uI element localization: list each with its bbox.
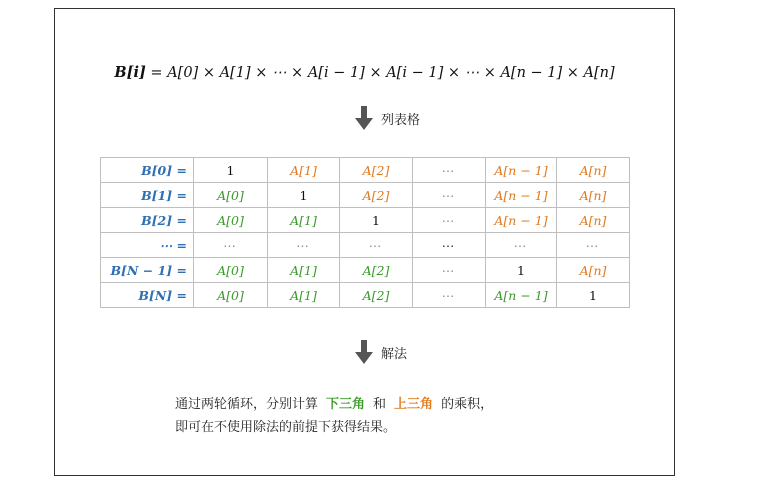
description-line-2: 即可在不使用除法的前提下获得结果。 [175, 420, 397, 435]
upper-triangle-label: 上三角 [394, 397, 434, 412]
row-label: ⋯ = [101, 233, 194, 258]
description-text: 和 [373, 397, 387, 412]
table-cell: ⋯ [557, 233, 630, 258]
description-text: 通过两轮循环，分别计算 [175, 397, 319, 412]
table-cell: 1 [557, 283, 630, 308]
table-cell: 1 [194, 158, 268, 183]
table-row [101, 258, 630, 283]
table-cell: A[n] [557, 208, 630, 233]
table-cell: A[0] [194, 258, 268, 283]
down-arrow-icon [355, 106, 373, 130]
formula [55, 64, 674, 81]
product-table [100, 157, 630, 308]
table-cell: ⋯ [268, 233, 340, 258]
table-cell: ⋯ [194, 233, 268, 258]
table-row [101, 183, 630, 208]
table-cell: A[2] [340, 158, 413, 183]
table-cell: A[0] [194, 283, 268, 308]
table-cell: A[0] [194, 183, 268, 208]
table-cell: A[n − 1] [486, 208, 557, 233]
table-cell: A[1] [268, 283, 340, 308]
table-cell: A[n] [557, 158, 630, 183]
step-list-table [355, 106, 420, 130]
row-label: B[1] = [101, 183, 194, 208]
table-cell: ⋯ [413, 158, 486, 183]
row-label: B[2] = [101, 208, 194, 233]
row-label: B[N] = [101, 283, 194, 308]
table-row [101, 208, 630, 233]
lower-triangle-label: 下三角 [326, 397, 366, 412]
down-arrow-icon [355, 340, 373, 364]
table-cell: A[n] [557, 258, 630, 283]
table-cell: A[n − 1] [486, 283, 557, 308]
table-cell: ⋯ [413, 283, 486, 308]
table-cell: A[1] [268, 158, 340, 183]
table-cell: ⋯ [413, 233, 486, 258]
table-cell: 1 [268, 183, 340, 208]
table-cell: A[1] [268, 258, 340, 283]
table-cell: ⋯ [413, 258, 486, 283]
table-cell: A[0] [194, 208, 268, 233]
table-row [101, 283, 630, 308]
table-cell: ⋯ [340, 233, 413, 258]
row-label: B[N − 1] = [101, 258, 194, 283]
table-cell: 1 [486, 258, 557, 283]
description-line-1 [175, 393, 493, 416]
row-label: B[0] = [101, 158, 194, 183]
table-cell: A[n − 1] [486, 183, 557, 208]
step-solution [355, 340, 407, 364]
table-row [101, 158, 630, 183]
table-cell: 1 [340, 208, 413, 233]
solution-description [175, 393, 493, 439]
table-cell: A[1] [268, 208, 340, 233]
table-cell: A[2] [340, 258, 413, 283]
diagram-frame [54, 8, 675, 476]
table-cell: A[n] [557, 183, 630, 208]
description-text: 的乘积， [441, 397, 494, 412]
table-cell: ⋯ [413, 183, 486, 208]
step-label: 列表格 [381, 112, 421, 128]
table-cell: A[2] [340, 183, 413, 208]
formula-rhs: = A[0] × A[1] × ⋯ × A[i − 1] × A[i − 1] × ⋯ × A[n − 1] × A[n] [145, 65, 615, 81]
table-cell: ⋯ [486, 233, 557, 258]
table-cell: A[n − 1] [486, 158, 557, 183]
table-cell: A[2] [340, 283, 413, 308]
step-label: 解法 [381, 346, 408, 362]
table-row [101, 233, 630, 258]
formula-lhs: B[i] [114, 64, 146, 81]
table-cell: ⋯ [413, 208, 486, 233]
